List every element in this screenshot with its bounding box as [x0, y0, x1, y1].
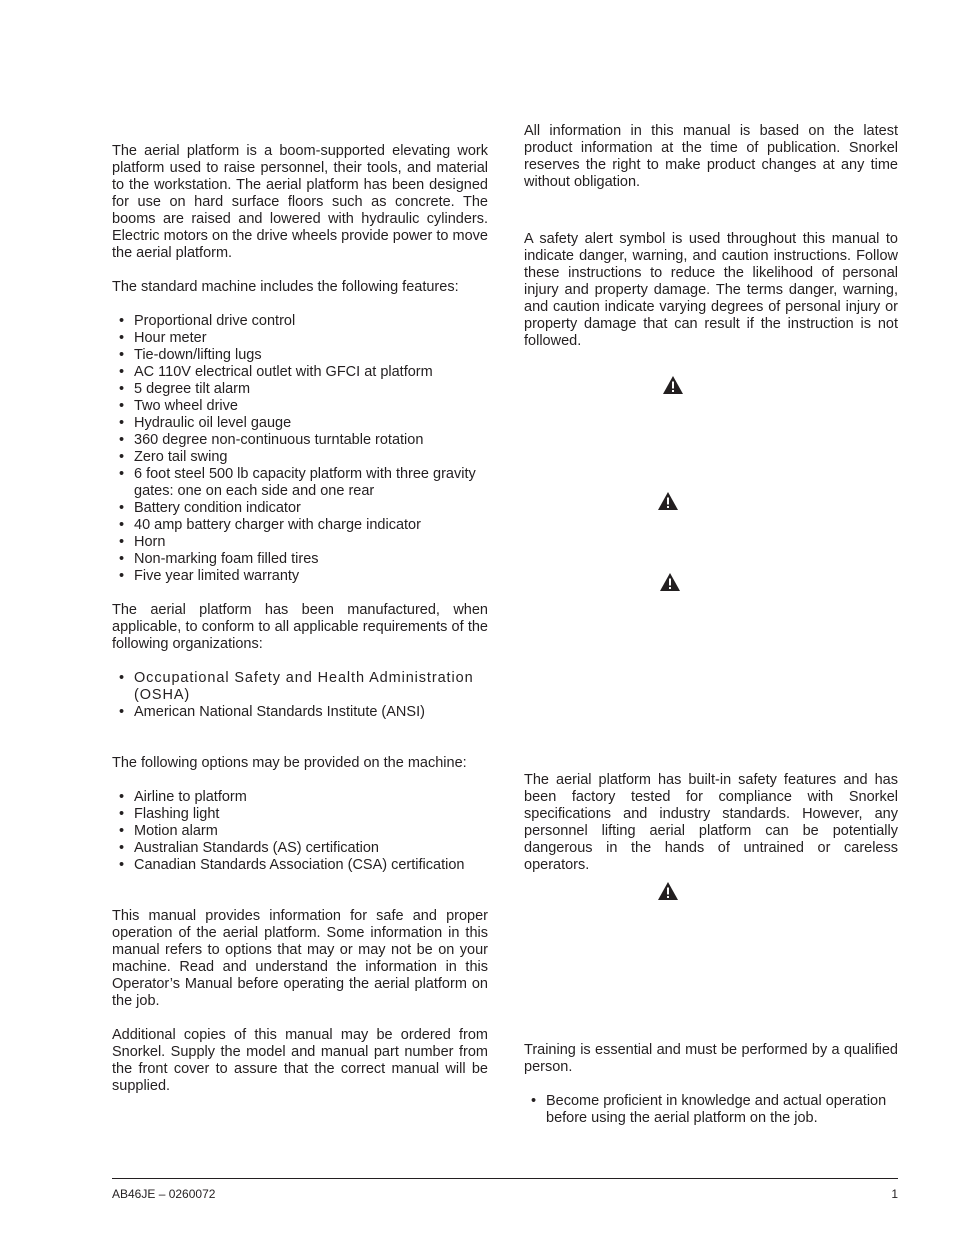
list-item: • Hydraulic oil level gauge — [112, 415, 488, 432]
list-item: • Canadian Standards Association (CSA) certification — [112, 857, 488, 874]
list-item: • 360 degree non-continuous turntable rotation — [112, 432, 488, 449]
features-list — [112, 313, 488, 585]
list-item: • 5 degree tilt alarm — [112, 381, 488, 398]
training-paragraph: Training is essential and must be performed by a qualified person. — [524, 1042, 898, 1075]
list-item: • American National Standards Institute (ANSI) — [112, 704, 488, 721]
list-item: • Occupational Safety and Health Administration (OSHA) — [112, 670, 488, 704]
list-item: • Australian Standards (AS) certification — [112, 840, 488, 857]
list-item: • Airline to platform — [112, 789, 488, 806]
list-item: • 40 amp battery charger with charge indicator — [112, 517, 488, 534]
organizations-list — [112, 670, 488, 721]
copies-paragraph: Additional copies of this manual may be ordered from Snorkel. Supply the model and manual part number from the front cover to assure that the correct manual will be supplied. — [112, 1027, 488, 1094]
list-item: • Battery condition indicator — [112, 500, 488, 517]
footer-divider — [112, 1178, 898, 1179]
options-intro: The following options may be provided on the machine: — [112, 755, 467, 771]
warning-triangle-icon — [659, 572, 681, 592]
warning-triangle-icon — [657, 881, 679, 901]
builtin-safety-paragraph: The aerial platform has built-in safety features and has been factory tested for compliance with Snorkel specifications and industry standards. However, any personnel lifting aerial platform can be potentially dangerous in the hands of untrained or careless operators. — [524, 772, 898, 873]
right-column — [524, 123, 898, 191]
list-item: • Become proficient in knowledge and actual operation before using the aerial platform on the job. — [524, 1093, 898, 1127]
list-item: • Horn — [112, 534, 488, 551]
list-item: • Two wheel drive — [112, 398, 488, 415]
footer-page-number: 1 — [891, 1187, 898, 1201]
info-paragraph: All information in this manual is based on the latest product information at the time of publication. Snorkel reserves the right to make product changes at any time without obligation. — [524, 123, 898, 190]
warning-triangle-icon — [662, 375, 684, 395]
list-item: • Five year limited warranty — [112, 568, 488, 585]
features-intro: The standard machine includes the following features: — [112, 279, 459, 295]
list-item: • Zero tail swing — [112, 449, 488, 466]
list-item: • Hour meter — [112, 330, 488, 347]
footer-doc-id: AB46JE – 0260072 — [112, 1187, 216, 1201]
list-item: • 6 foot steel 500 lb capacity platform with three gravity gates: one on each side and one rear — [112, 466, 488, 500]
manual-paragraph: This manual provides information for safe and proper operation of the aerial platform. Some information in this manual refers to options that may or may not be on your machine. Read and understand the information in this Operator’s Manual before operating the aerial platform on the job. — [112, 908, 488, 1009]
intro-paragraph: The aerial platform is a boom-supported elevating work platform used to raise personnel, their tools, and material to the workstation. The aerial platform has been designed for use on hard surface floors such as concrete. The booms are raised and lowered with hydraulic cylinders. Electric motors on the drive wheels provide power to move the aerial platform. — [112, 143, 488, 261]
training-block — [524, 1042, 898, 1127]
builtin-safety-block — [524, 772, 898, 874]
list-item: • Proportional drive control — [112, 313, 488, 330]
list-item: • AC 110V electrical outlet with GFCI at platform — [112, 364, 488, 381]
safety-alert-block — [524, 231, 898, 350]
list-item: • Motion alarm — [112, 823, 488, 840]
warning-triangle-icon — [657, 491, 679, 511]
safety-alert-paragraph: A safety alert symbol is used throughout this manual to indicate danger, warning, and caution instructions. Follow these instructions to reduce the likelihood of personal injury and property damage. The terms danger, warning, and caution indicate varying degrees of personal injury or property damage that can result if the instruction is not followed. — [524, 231, 898, 349]
compliance-intro: The aerial platform has been manufactured, when applicable, to conform to all applicable requirements of the following organizations: — [112, 602, 488, 652]
left-column — [112, 143, 488, 1095]
training-list — [524, 1093, 898, 1127]
list-item: • Non-marking foam filled tires — [112, 551, 488, 568]
list-item: • Tie-down/lifting lugs — [112, 347, 488, 364]
list-item: • Flashing light — [112, 806, 488, 823]
options-list — [112, 789, 488, 874]
